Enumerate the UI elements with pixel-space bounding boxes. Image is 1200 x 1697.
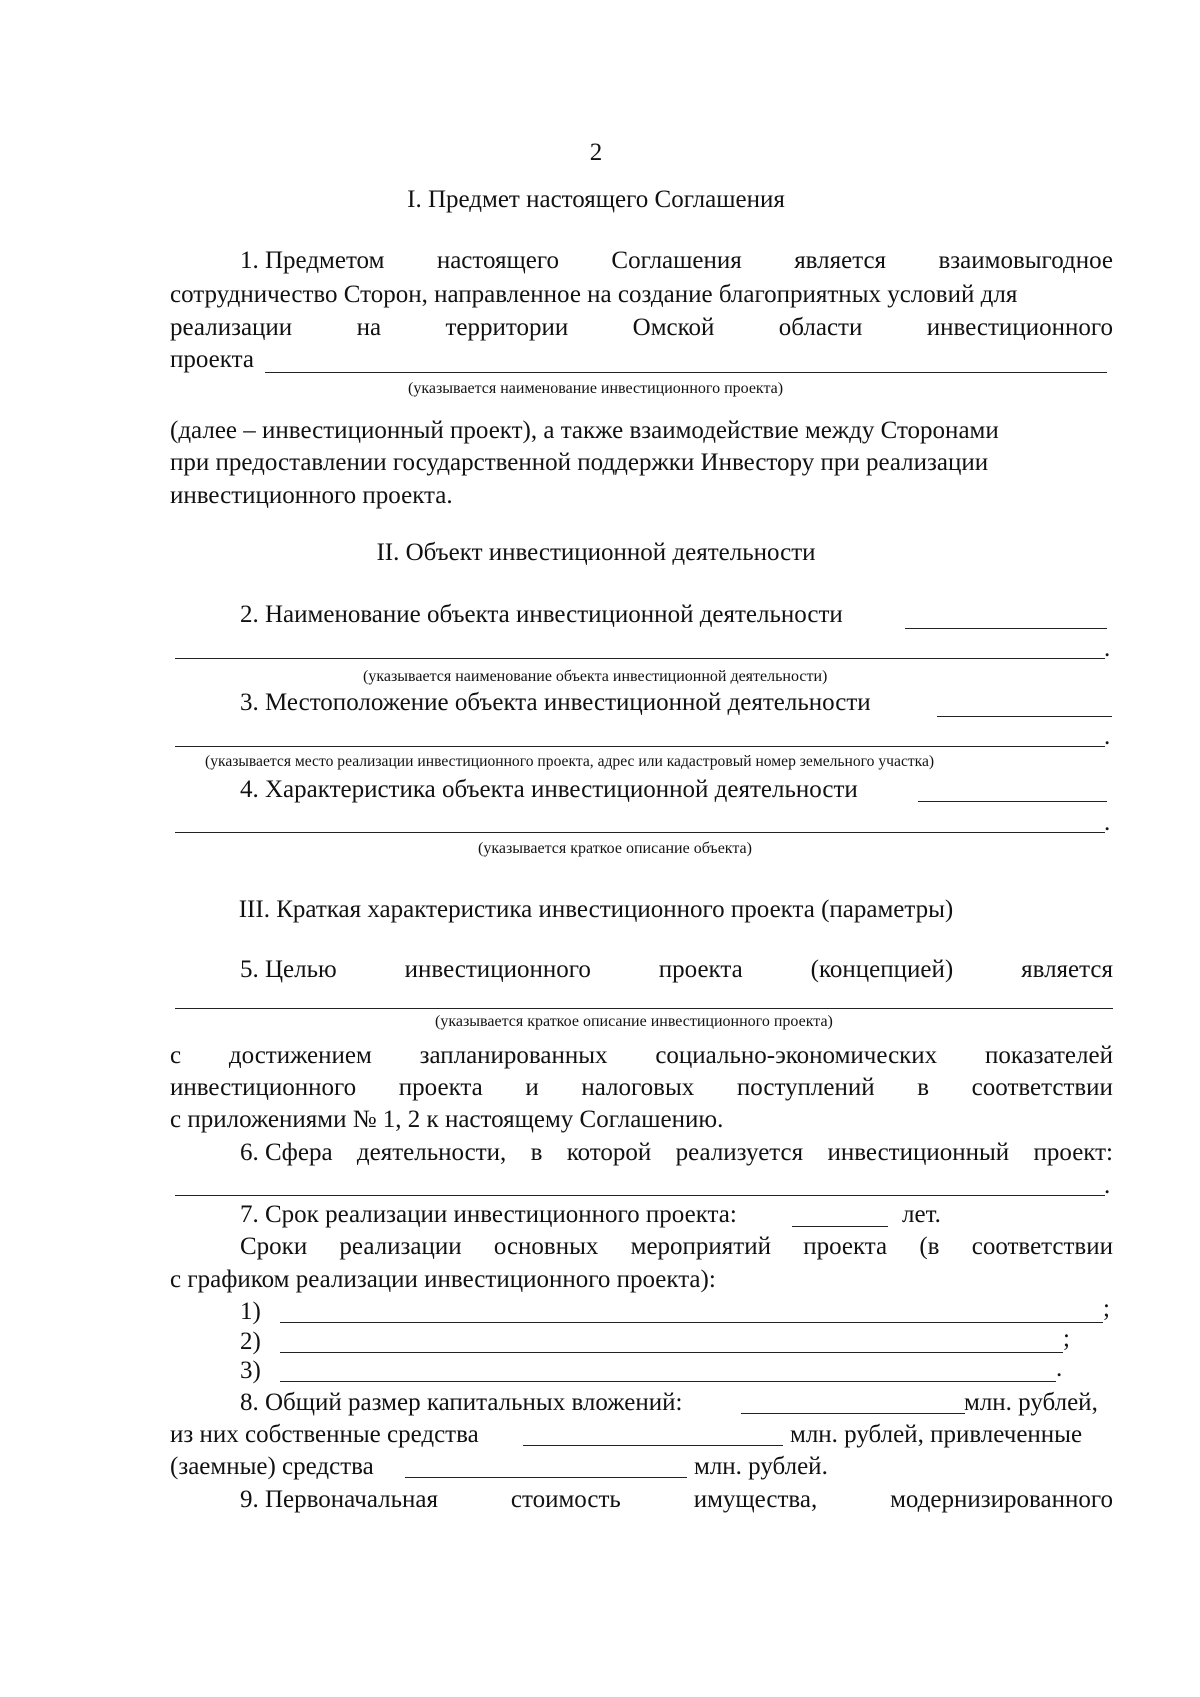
term-years-blank[interactable] [792, 1226, 888, 1227]
word: проекта [398, 1074, 483, 1101]
project-description-blank[interactable] [175, 1008, 1113, 1009]
project-name-caption: (указывается наименование инвестиционного проекта) [408, 380, 784, 397]
project-name-blank[interactable] [265, 372, 1107, 373]
word: соответствии [971, 1233, 1113, 1260]
section-1-title: I. Предмет настоящего Соглашения [407, 186, 785, 213]
word: на [356, 314, 382, 341]
object-name-caption: (указывается наименование объекта инвестиционной деятельности) [363, 668, 828, 685]
word: которой [566, 1139, 652, 1166]
period: . [1104, 809, 1111, 836]
period: . [1104, 1172, 1111, 1199]
word: налоговых [581, 1074, 695, 1101]
word: территории [445, 314, 569, 341]
p1-line-1 [240, 246, 1113, 276]
p7-line-2 [240, 1232, 1113, 1262]
word: проект: [1033, 1139, 1113, 1166]
word: Сроки [240, 1233, 308, 1260]
word: реализации [339, 1233, 462, 1260]
word: 5. Целью [240, 956, 337, 983]
word: Соглашения [611, 247, 742, 274]
word: инвестиционного [170, 1074, 357, 1101]
word: в [530, 1139, 543, 1166]
list-item-1-blank[interactable] [280, 1322, 1103, 1323]
p6-line-1 [240, 1138, 1113, 1168]
list-item-3-end: . [1056, 1355, 1063, 1382]
word: взаимовыгодное [938, 247, 1113, 274]
word: проекта [803, 1233, 888, 1260]
object-location-blank-2[interactable] [175, 746, 1105, 747]
word: реализации [170, 314, 293, 341]
p8-borrowed-funds-label: (заемные) средства [170, 1453, 374, 1480]
section-3-title: III. Краткая характеристика инвестиционного проекта (параметры) [238, 896, 954, 923]
p2-label: 2. Наименование объекта инвестиционной деятельности [240, 601, 843, 628]
years-unit: лет. [902, 1201, 941, 1228]
word: социально-экономических [655, 1042, 938, 1069]
p7-line-3: с графиком реализации инвестиционного проекта): [170, 1266, 716, 1293]
word: инвестиционного [404, 956, 591, 983]
period: . [1104, 635, 1111, 662]
list-item-3-number: 3) [240, 1357, 261, 1384]
section-2-title: II. Объект инвестиционной деятельности [376, 539, 816, 566]
own-funds-blank[interactable] [523, 1445, 783, 1446]
page-number: 2 [589, 139, 603, 166]
word: запланированных [419, 1042, 608, 1069]
word: и [525, 1074, 539, 1101]
word: в [917, 1074, 930, 1101]
p8-own-funds-unit: млн. рублей, привлеченные [790, 1421, 1083, 1448]
p5-line-3 [170, 1073, 1113, 1103]
word: настоящего [436, 247, 559, 274]
word: 9. Первоначальная [240, 1486, 438, 1513]
word: является [1021, 956, 1113, 983]
p1-line-2: сотрудничество Сторон, направленное на создание благоприятных условий для [170, 281, 1018, 308]
word: имущества, [693, 1486, 818, 1513]
word: соответствии [971, 1074, 1113, 1101]
word: 1. Предметом [240, 247, 385, 274]
p3-label: 3. Местоположение объекта инвестиционной деятельности [240, 689, 871, 716]
word: основных [493, 1233, 599, 1260]
word: деятельности, [356, 1139, 507, 1166]
p1-line-3 [170, 313, 1113, 343]
borrowed-funds-blank[interactable] [405, 1477, 687, 1478]
word: реализуется [675, 1139, 804, 1166]
word: с [170, 1042, 182, 1069]
word: является [794, 247, 887, 274]
p8-own-funds-label: из них собственные средства [170, 1421, 479, 1448]
p1-line-6: при предоставлении государственной поддержки Инвестору при реализации [170, 449, 989, 476]
p8-label: 8. Общий размер капитальных вложений: [240, 1389, 683, 1416]
p5-line-1 [240, 955, 1113, 985]
object-description-caption: (указывается краткое описание объекта) [478, 840, 752, 857]
list-item-1-end: ; [1103, 1295, 1110, 1322]
word: инвестиционного [926, 314, 1113, 341]
word: модернизированного [890, 1486, 1113, 1513]
p8-unit: млн. рублей, [964, 1389, 1098, 1416]
word: инвестиционный [827, 1139, 1010, 1166]
word: области [778, 314, 863, 341]
object-location-blank-1[interactable] [937, 716, 1112, 717]
p1-project-label: проекта [170, 346, 254, 373]
word: мероприятий [630, 1233, 771, 1260]
word: 6. Сфера [240, 1139, 333, 1166]
object-name-blank-1[interactable] [905, 628, 1107, 629]
object-description-blank-2[interactable] [175, 832, 1105, 833]
p9-line-1 [240, 1485, 1113, 1515]
word: Омской [632, 314, 715, 341]
list-item-2-number: 2) [240, 1328, 261, 1355]
p1-line-7: инвестиционного проекта. [170, 482, 453, 509]
p5-line-2 [170, 1041, 1113, 1071]
word: стоимость [510, 1486, 621, 1513]
list-item-2-blank[interactable] [280, 1352, 1063, 1353]
capital-investment-blank[interactable] [741, 1413, 965, 1414]
object-description-blank-1[interactable] [918, 801, 1107, 802]
p7-label: 7. Срок реализации инвестиционного проекта: [240, 1201, 737, 1228]
word: (концепцией) [810, 956, 954, 983]
word: достижением [228, 1042, 372, 1069]
activity-sphere-blank[interactable] [175, 1195, 1105, 1196]
list-item-1-number: 1) [240, 1298, 261, 1325]
word: проекта [658, 956, 743, 983]
p1-line-5: (далее – инвестиционный проект), а также взаимодействие между Сторонами [170, 417, 999, 444]
object-name-blank-2[interactable] [175, 658, 1105, 659]
object-location-caption: (указывается место реализации инвестиционного проекта, адрес или кадастровый номер земельного участка) [205, 753, 935, 770]
p8-borrowed-funds-unit: млн. рублей. [694, 1453, 828, 1480]
word: показателей [984, 1042, 1113, 1069]
period: . [1104, 723, 1111, 750]
word: поступлений [736, 1074, 875, 1101]
p4-label: 4. Характеристика объекта инвестиционной деятельности [240, 776, 858, 803]
word: (в [919, 1233, 940, 1260]
list-item-3-blank[interactable] [280, 1381, 1056, 1382]
project-description-caption: (указывается краткое описание инвестиционного проекта) [435, 1013, 833, 1030]
list-item-2-end: ; [1063, 1325, 1070, 1352]
p5-line-4: с приложениями № 1, 2 к настоящему Соглашению. [170, 1106, 724, 1133]
